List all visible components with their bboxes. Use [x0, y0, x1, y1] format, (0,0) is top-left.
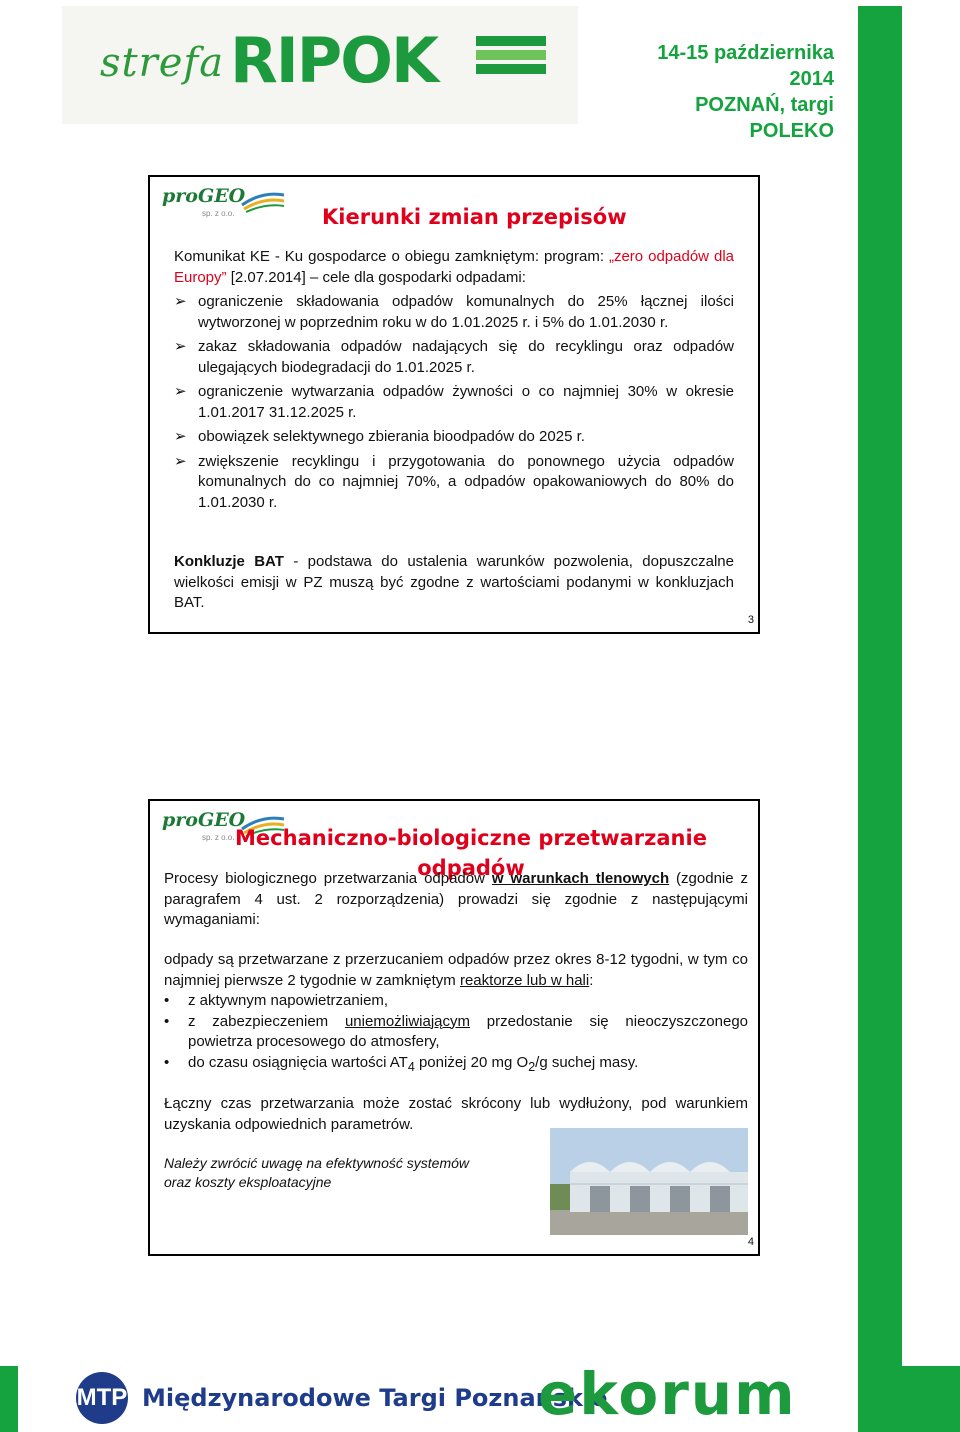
- event-dates: 14-15 października: [657, 42, 834, 64]
- list-item-text-mid: poniżej 20 mg O: [414, 1053, 529, 1071]
- logo-bars-icon: [476, 36, 546, 88]
- list-item: [164, 1012, 748, 1053]
- page-number: 3: [747, 614, 754, 626]
- list-item-text: ograniczenie wytwarzania odpadów żywności o co najmniej 30% w okresie 1.01.2017 31.12.2025 r.: [198, 383, 734, 421]
- progeo-logo-text: proGEO: [162, 185, 246, 207]
- event-info: [657, 40, 834, 144]
- green-border-bottom-right: [902, 1366, 960, 1432]
- efficiency-note-line2: oraz koszty eksploatacyjne: [164, 1174, 332, 1190]
- list-item-text-end: przedostanie się nieoczyszczonego powietrza procesowego do atmosfery,: [188, 1012, 749, 1050]
- strefa-ripok-logo: [62, 6, 578, 124]
- bat-paragraph: [174, 552, 734, 614]
- progeo-logo-sub: sp. z o.o.: [202, 833, 235, 842]
- slide-2: [148, 799, 760, 1256]
- list-item: [174, 382, 734, 423]
- progeo-logo-sub: sp. z o.o.: [202, 209, 235, 218]
- aerobic-conditions-text: w warunkach tlenowych: [491, 870, 670, 887]
- process-text: Procesy biologicznego przetwarzania odpadów: [164, 870, 492, 887]
- list-item: [174, 337, 734, 378]
- list-item: [164, 1053, 748, 1078]
- list-item: [174, 452, 734, 514]
- arrow-bullet-icon: ➢: [174, 338, 187, 355]
- efficiency-note: [164, 1154, 544, 1192]
- duration-paragraph: Łączny czas przetwarzania może zostać skrócony lub wydłużony, pod warunkiem uzyskania odpowiednich parametrów.: [164, 1095, 748, 1133]
- mtp-logo: [76, 1368, 608, 1428]
- requirements-list: [164, 991, 748, 1077]
- requirements-paragraph: [164, 950, 748, 991]
- list-item-text: zakaz składowania odpadów nadających się do recyklingu oraz odpadów ulegających biodegradacji do 1.01.2025 r.: [198, 338, 734, 376]
- arrow-bullet-icon: ➢: [174, 383, 187, 400]
- mtp-globe-icon: [76, 1372, 128, 1424]
- list-item-text: ograniczenie składowania odpadów komunalnych do 25% łącznej ilości wytworzonej w poprzednim roku w do 1.01.2025 r. i 5% do 1.01.2030 r.: [198, 293, 734, 331]
- logo-ripok-word: RIPOK: [230, 24, 437, 97]
- intro-text-end: [2.07.2014] – cele dla gospodarki odpadami:: [226, 268, 526, 286]
- dot-bullet-icon: •: [164, 1012, 170, 1030]
- intro-program-name: „zero odpadów dla Europy”: [174, 248, 734, 286]
- arrow-bullet-icon: ➢: [174, 428, 187, 445]
- list-item-underlined: uniemożliwiającym: [344, 1012, 471, 1030]
- progeo-logo-text: proGEO: [162, 809, 246, 831]
- green-border-bottom-left: [0, 1366, 18, 1432]
- process-text-end: (zgodnie z paragrafem 4 ust. 2 rozporządzenia) prowadzi się zgodnie z następującymi wymaganiami:: [164, 870, 749, 928]
- event-city: POZNAŃ, targi: [695, 94, 834, 116]
- list-item-text-end: /g suchej masy.: [535, 1053, 639, 1071]
- efficiency-note-line1: Należy zwrócić uwagę na efektywność systemów: [164, 1155, 470, 1171]
- event-year: 2014: [789, 68, 834, 90]
- bat-text: - podstawa do ustalenia warunków pozwolenia, dopuszczalne wielkości emisji w PZ muszą być zgodne z wartościami podanymi w konkluzjach BAT.: [174, 553, 734, 611]
- goals-list: [174, 292, 734, 517]
- list-item-text: z zabezpieczeniem: [188, 1012, 345, 1030]
- subscript-4: 4: [407, 1059, 415, 1074]
- intro-text: Komunikat KE - Ku gospodarce o obiegu zamkniętym: program:: [174, 248, 609, 265]
- list-item-text: zwiększenie recyklingu i przygotowania do ponownego użycia odpadów komunalnych do co najmniej 70%, a odpadów opakowaniowych do 80% do 1.01.2030 r.: [198, 452, 734, 511]
- ekorum-logo: ekorum: [538, 1360, 797, 1428]
- arrow-bullet-icon: ➢: [174, 293, 187, 310]
- mtp-icon-letters: MTP: [76, 1384, 128, 1411]
- bat-heading: Konkluzje BAT: [174, 553, 284, 570]
- composting-hall-photo: [550, 1128, 748, 1235]
- requirements-text: odpady są przetwarzane z przerzucaniem odpadów przez okres 8-12 tygodni, w tym co najmniej pierwsze 2 tygodnie w zamkniętym: [164, 951, 748, 989]
- slide-1: [148, 175, 760, 634]
- process-paragraph: [164, 869, 748, 931]
- reactor-hall-text: reaktorze lub w hali: [459, 971, 590, 989]
- green-border-right: [858, 6, 902, 1432]
- intro-paragraph: [174, 247, 734, 288]
- list-item: [164, 991, 748, 1012]
- requirements-colon: :: [589, 971, 594, 989]
- progeo-logo: [162, 185, 282, 225]
- subscript-2: 2: [528, 1059, 536, 1074]
- dot-bullet-icon: •: [164, 1053, 170, 1071]
- event-fair: POLEKO: [749, 120, 834, 142]
- list-item-text: z aktywnym napowietrzaniem,: [188, 992, 389, 1009]
- list-item-text: obowiązek selektywnego zbierania bioodpadów do 2025 r.: [198, 428, 585, 445]
- slide-title: Kierunki zmian przepisów: [322, 205, 627, 229]
- list-item: [174, 292, 734, 333]
- logo-strefa-word: strefa: [100, 40, 225, 86]
- list-item: [174, 427, 734, 448]
- page-number: 4: [747, 1236, 754, 1248]
- list-item-text: do czasu osiągnięcia wartości AT: [188, 1053, 408, 1071]
- mtp-name: Międzynarodowe Targi Poznańskie: [142, 1384, 608, 1412]
- swoosh-icon: [240, 189, 286, 213]
- slide-title: Mechaniczno-biologiczne przetwarzanie odpadów: [235, 826, 707, 880]
- dot-bullet-icon: •: [164, 992, 170, 1009]
- arrow-bullet-icon: ➢: [174, 452, 187, 470]
